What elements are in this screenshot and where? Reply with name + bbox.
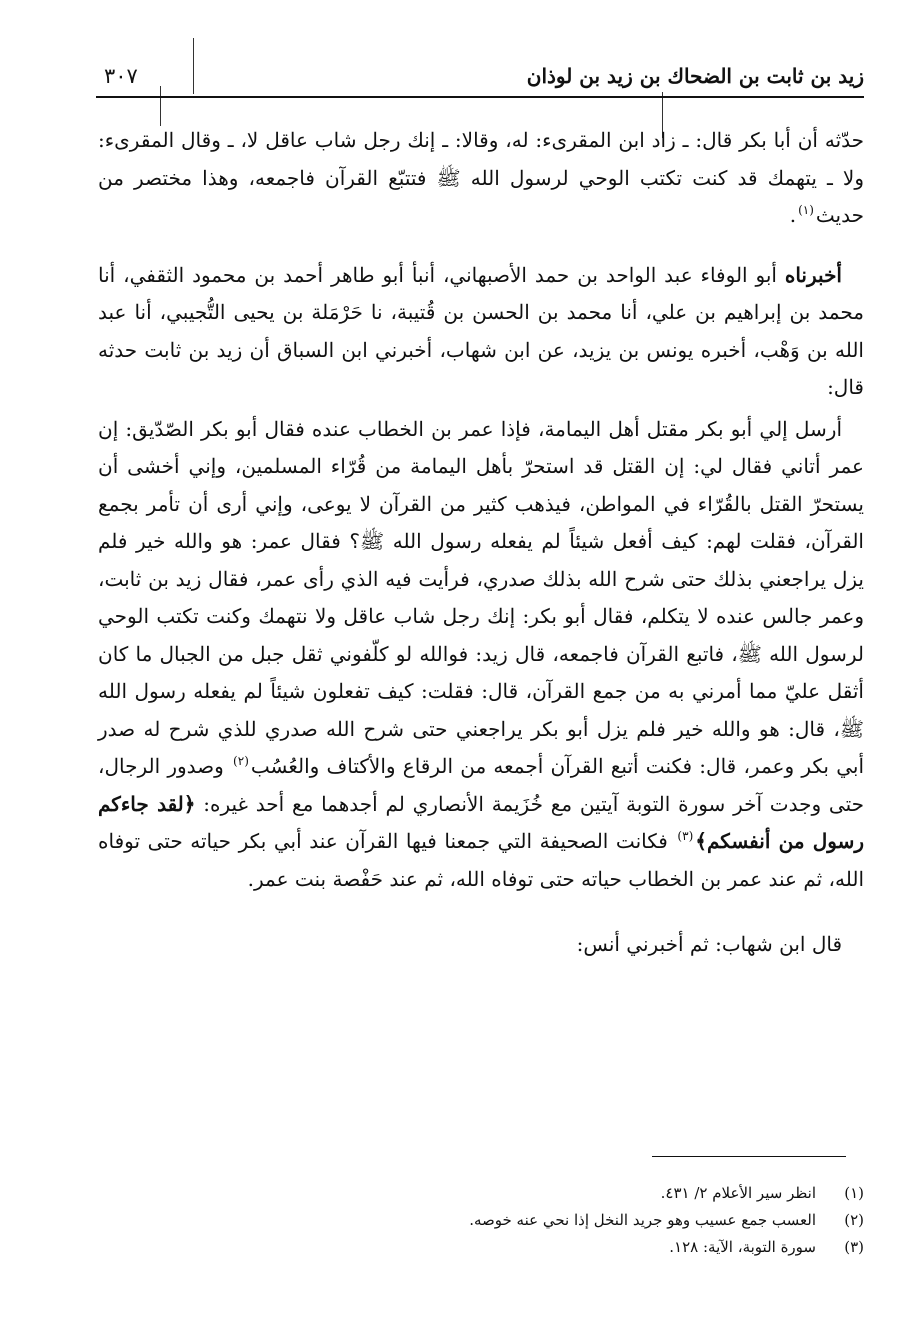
running-title: زيد بن ثابت بن الضحاك بن زيد بن لوذان [526, 64, 864, 88]
footnote-number: (٢) [844, 1211, 864, 1229]
page-number: ٣٠٧ [104, 64, 138, 88]
paragraph [98, 926, 864, 964]
paragraph-text: أرسل إلي أبو بكر مقتل أهل اليمامة، فإذا عمر بن الخطاب عنده فقال أبو بكر الصّدّيق: إن عمر أتاني فقال لي: إن القتل قد استحرّ بأهل اليمامة من قُرّاء المسلمين، وإني أخشى أن يستحرّ القتل بالقُرّاء في المواطن، فيذهب كثير من القرآن لا يوعى، وإني أرى أن تأمر بجمع القرآن، فقلت لهم: كيف أفعل شيئاً لم يفعله رسول الله ﷺ؟ فقال عمر: هو والله خير فلم يزل يراجعني بذلك حتى شرح الله بذلك صدري، فرأيت فيه الذي رأى عمر، فقال زيد بن ثابت، وعمر جالس عنده لا يتكلم، فقال أبو بكر: إنك رجل شاب عاقل ولا نتهمك وكنت تكتب الوحي لرسول الله ﷺ، فاتبع القرآن فاجمعه، قال زيد: فوالله لو كلّفوني ثقل جبل من الجبال ما كان أثقل عليّ مما أمرني به من جمع القرآن، قال: فقلت: كيف تفعلون شيئاً لم يفعله رسول الله ﷺ، قال: هو والله خير فلم يزل أبو بكر يراجعني حتى شرح الله صدري للذي شرح له صدر أبي بكر وعمر، قال: فكنت أتبع القرآن أجمعه من الرقاع والأكتاف والعُسُب [98, 416, 865, 778]
footnote-separator [652, 1156, 846, 1157]
paragraph-text: أبو الوفاء عبد الواحد بن حمد الأصبهاني، أنبأ أبو طاهر أحمد بن محمود الثقفي، أنا محمد بن إبراهيم بن علي، أنا محمد بن الحسن بن قُتيبة، نا حَرْمَلة بن يحيى التُّجيبي، أنا عبد الله بن وَهْب، أخبره يونس بن يزيد، عن ابن شهاب، أخبرني ابن السباق أن زيد بن ثابت حدثه قال: [98, 262, 864, 399]
paragraph [98, 122, 864, 235]
paragraph-text: وصدور الرجال، حتى وجدت آخر سورة التوبة آيتين مع خُزَيمة الأنصاري لم أجدهما مع أحد غيره: [98, 754, 864, 816]
footnote-text: سورة التوبة، الآية: ١٢٨. [669, 1238, 816, 1256]
paragraph-text: حدّثه أن أبا بكر قال: ـ زاد ابن المقرىء: له، وقالا: ـ إنك رجل شاب عاقل لا، ـ وقال المقرىء: ولا ـ يتهمك قد كنت تكتب الوحي لرسول الله ﷺ فتتبّع القرآن فاجمعه، وهذا مختصر من حديث [98, 128, 864, 227]
paragraph [98, 411, 864, 899]
lead-word: أخبرناه [784, 262, 842, 287]
footnote-ref: (٢) [233, 754, 249, 769]
footnote-number: (٣) [844, 1238, 864, 1256]
footnote-text: انظر سير الأعلام ٢/ ٤٣١. [660, 1184, 816, 1202]
paragraph-end: . [789, 203, 797, 227]
footnote [98, 1180, 864, 1207]
footnote [98, 1234, 864, 1261]
footnote [98, 1207, 864, 1234]
paragraph-text: فكانت الصحيفة التي جمعنا فيها القرآن عند أبي بكر حياته حتى توفاه الله، ثم عند عمر بن الخطاب حياته حتى توفاه الله، ثم عند حَفْصة بنت عمر. [98, 829, 864, 891]
main-text [98, 122, 864, 964]
page-header [96, 58, 864, 98]
footnote-number: (١) [844, 1184, 864, 1202]
footnote-ref: (٣) [677, 829, 694, 844]
footnote-ref: (١) [798, 203, 814, 218]
header-rule [96, 96, 864, 98]
paragraph [98, 257, 864, 407]
footnotes [98, 1180, 864, 1261]
footnote-text: العسب جمع عسيب وهو جريد النخل إذا نحي عنه خوصه. [469, 1211, 816, 1229]
quran-quote: ﴿لقد جاءكم رسول من أنفسكم﴾ [98, 791, 864, 853]
paragraph-text: قال ابن شهاب: ثم أخبرني أنس: [576, 932, 842, 956]
